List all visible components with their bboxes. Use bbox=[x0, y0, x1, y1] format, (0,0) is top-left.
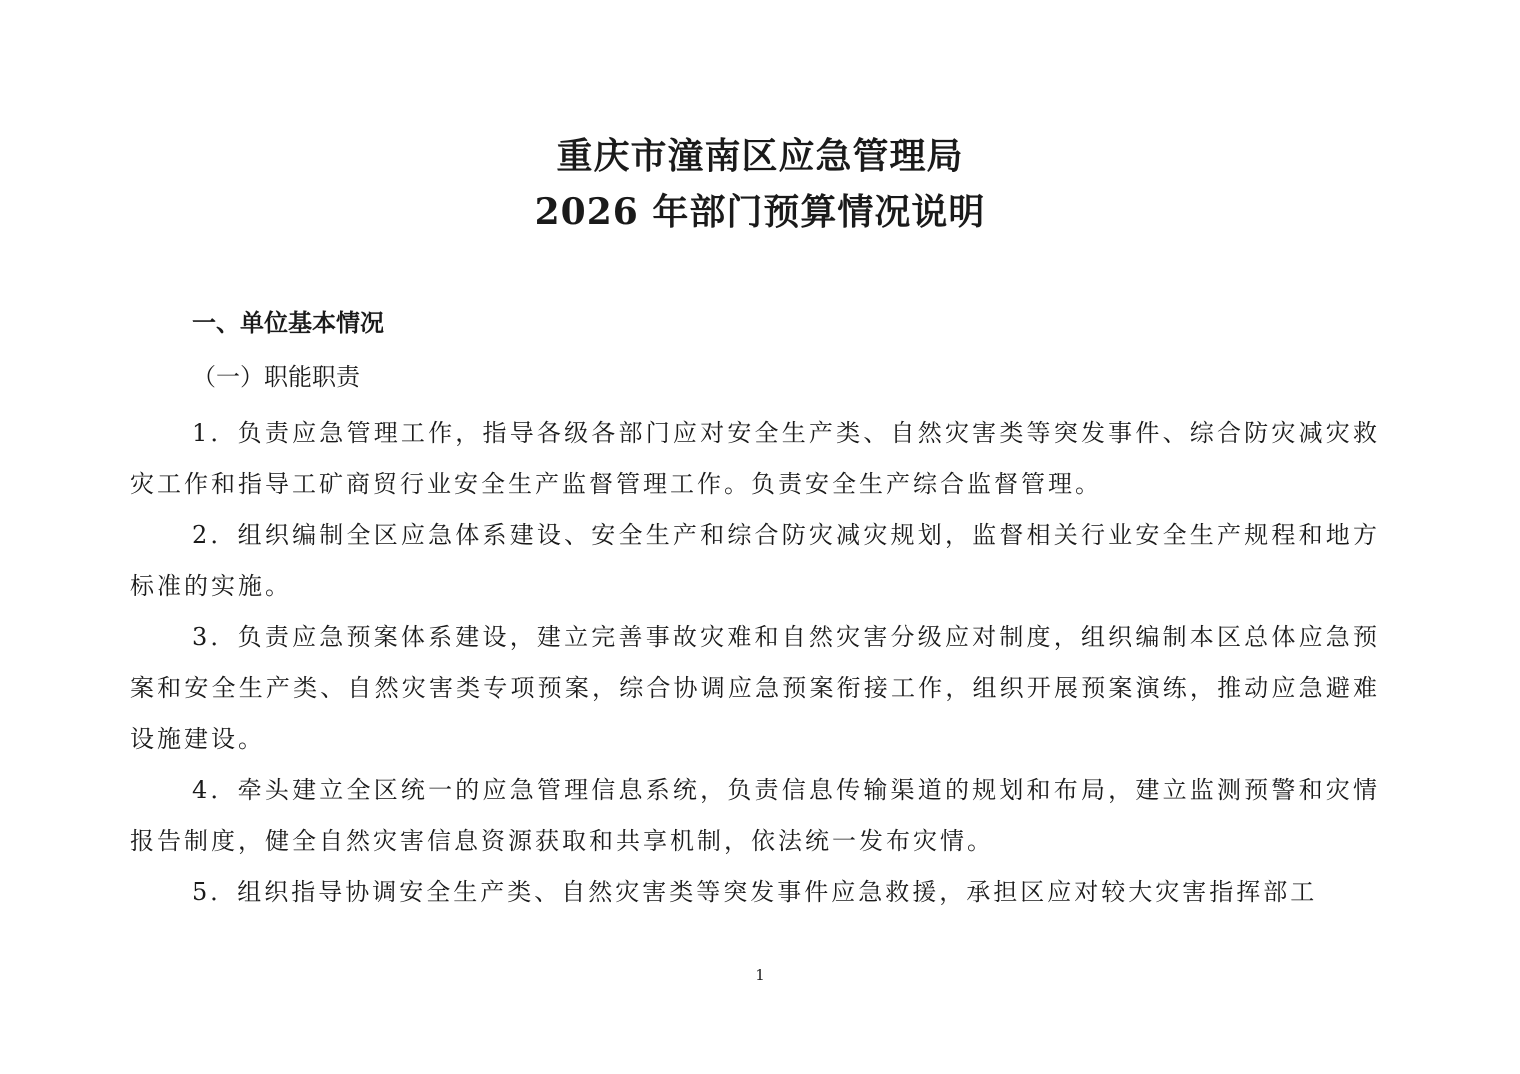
page-number: 1 bbox=[755, 966, 765, 984]
document-title bbox=[0, 128, 1520, 240]
title-line-2: 2026 年部门预算情况说明 bbox=[534, 191, 986, 233]
paragraph-2: 2．组织编制全区应急体系建设、安全生产和综合防灾减灾规划，监督相关行业安全生产规程和地方标准的实施。 bbox=[130, 521, 1380, 600]
paragraph-3: 3．负责应急预案体系建设，建立完善事故灾难和自然灾害分级应对制度，组织编制本区总体应急预案和安全生产类、自然灾害类专项预案，综合协调应急预案衔接工作，组织开展预案演练，推动应急避难设施建设。 bbox=[130, 623, 1380, 753]
subsection-heading: （一）职能职责 bbox=[192, 363, 360, 391]
title-line-1: 重庆市潼南区应急管理局 bbox=[556, 135, 964, 177]
body-text bbox=[130, 408, 1380, 918]
paragraph-5: 5．组织指导协调安全生产类、自然灾害类等突发事件应急救援，承担区应对较大灾害指挥部工 bbox=[192, 878, 1318, 906]
section-heading: 一、单位基本情况 bbox=[192, 309, 384, 337]
paragraph-1: 1．负责应急管理工作，指导各级各部门应对安全生产类、自然灾害类等突发事件、综合防灾减灾救灾工作和指导工矿商贸行业安全生产监督管理工作。负责安全生产综合监督管理。 bbox=[130, 419, 1380, 498]
paragraph-4: 4．牵头建立全区统一的应急管理信息系统，负责信息传输渠道的规划和布局，建立监测预警和灾情报告制度，健全自然灾害信息资源获取和共享机制，依法统一发布灾情。 bbox=[130, 776, 1380, 855]
